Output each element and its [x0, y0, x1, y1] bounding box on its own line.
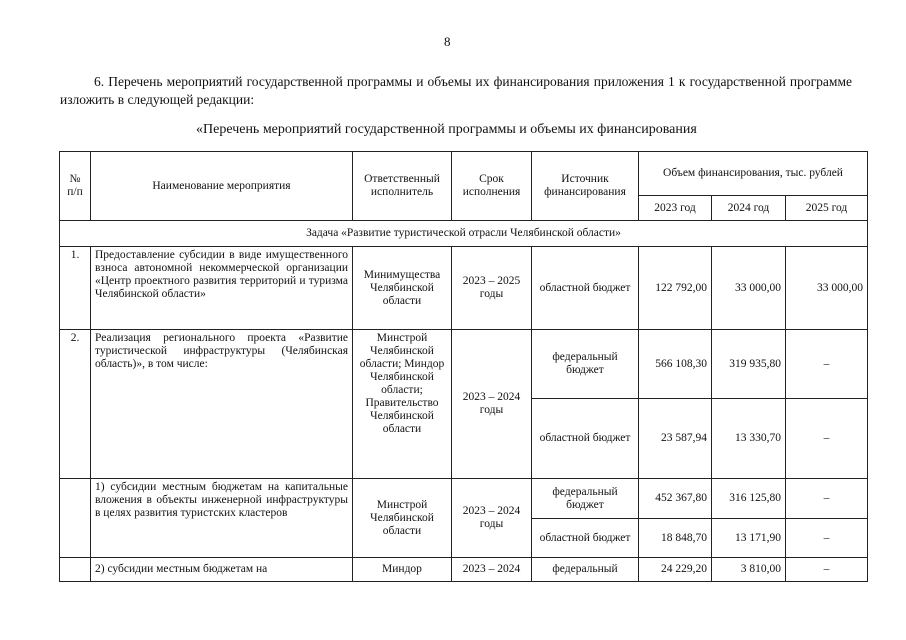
row2b-2024: 13 330,70	[712, 399, 786, 479]
row2-executor: Минстрой Челябинской области; Миндор Челябинской области; Правительство Челябинской области	[353, 330, 452, 479]
table-row	[60, 558, 868, 582]
header-year-2024: 2024 год	[712, 196, 786, 221]
row1-name: Предоставление субсидии в виде имущественного взноса автономной некоммерческой организации «Центр проектного развития территорий и туризма Челябинской области»	[91, 247, 353, 330]
row2a-2024: 319 935,80	[712, 330, 786, 399]
row1-num: 1.	[60, 247, 91, 330]
row3b-source: областной бюджет	[532, 519, 639, 558]
row3b-2025: –	[786, 519, 868, 558]
header-executor: Ответственный исполнитель	[353, 152, 452, 221]
header-volume: Объем финансирования, тыс. рублей	[639, 152, 868, 196]
row3a-source: федеральный бюджет	[532, 479, 639, 519]
header-term: Срок исполнения	[452, 152, 532, 221]
header-year-2023: 2023 год	[639, 196, 712, 221]
row1-2025: 33 000,00	[786, 247, 868, 330]
table-row	[60, 479, 868, 519]
row3b-2023: 18 848,70	[639, 519, 712, 558]
row2-name: Реализация регионального проекта «Развитие туристической инфраструктуры (Челябинская область)», в том числе:	[91, 330, 353, 479]
row4-2024: 3 810,00	[712, 558, 786, 582]
row2a-source: федеральный бюджет	[532, 330, 639, 399]
row4-2025: –	[786, 558, 868, 582]
row3a-2024: 316 125,80	[712, 479, 786, 519]
row4-term: 2023 – 2024	[452, 558, 532, 582]
row4-num	[60, 558, 91, 582]
row1-2023: 122 792,00	[639, 247, 712, 330]
header-year-2025: 2025 год	[786, 196, 868, 221]
financing-table	[59, 151, 868, 582]
row2a-2023: 566 108,30	[639, 330, 712, 399]
row1-term: 2023 – 2025 годы	[452, 247, 532, 330]
intro-paragraph: 6. Перечень мероприятий государственной программы и объемы их финансирования приложения 1 к государственной программе изложить в следующей редакции:	[60, 74, 852, 107]
row3a-2023: 452 367,80	[639, 479, 712, 519]
row2-num: 2.	[60, 330, 91, 479]
row2b-2023: 23 587,94	[639, 399, 712, 479]
row2a-2025: –	[786, 330, 868, 399]
task-title: Задача «Развитие туристической отрасли Челябинской области»	[60, 221, 868, 247]
table-row	[60, 330, 868, 399]
table-row	[60, 247, 868, 330]
page-number: 8	[444, 34, 451, 49]
header-name: Наименование мероприятия	[91, 152, 353, 221]
header-source: Источник финансирования	[532, 152, 639, 221]
table-title: «Перечень мероприятий государственной программы и объемы их финансирования	[196, 122, 697, 137]
header-num: № п/п	[60, 152, 91, 221]
row1-source: областной бюджет	[532, 247, 639, 330]
row2b-source: областной бюджет	[532, 399, 639, 479]
task-row	[60, 221, 868, 247]
row3-name: 1) субсидии местным бюджетам на капитальные вложения в объекты инженерной инфраструктуры в целях развития туристских кластеров	[91, 479, 353, 558]
header-row	[60, 152, 868, 196]
row2-term: 2023 – 2024 годы	[452, 330, 532, 479]
row4-executor: Миндор	[353, 558, 452, 582]
row4-2023: 24 229,20	[639, 558, 712, 582]
row3a-2025: –	[786, 479, 868, 519]
row3-executor: Минстрой Челябинской области	[353, 479, 452, 558]
row4-name: 2) субсидии местным бюджетам на	[91, 558, 353, 582]
row1-executor: Минимущества Челябинской области	[353, 247, 452, 330]
row3-num	[60, 479, 91, 558]
row3-term: 2023 – 2024 годы	[452, 479, 532, 558]
row2b-2025: –	[786, 399, 868, 479]
row1-2024: 33 000,00	[712, 247, 786, 330]
row3b-2024: 13 171,90	[712, 519, 786, 558]
row4-source: федеральный	[532, 558, 639, 582]
